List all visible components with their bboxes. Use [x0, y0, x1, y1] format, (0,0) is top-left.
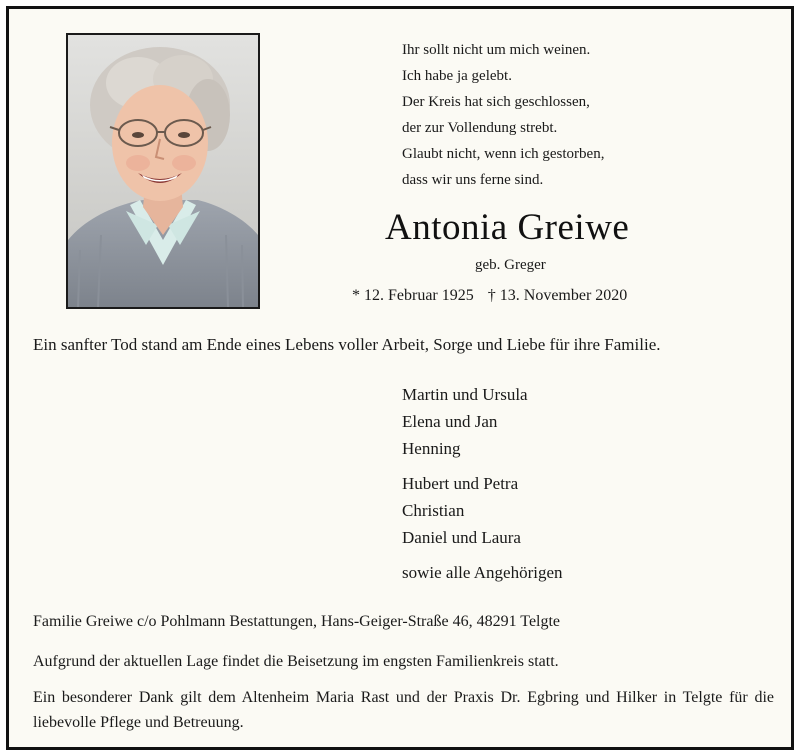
poem-line: dass wir uns ferne sind.: [402, 172, 544, 188]
thanks-note: Ein besonderer Dank gilt dem Altenheim Maria Rast und der Praxis Dr. Egbring und Hilker in Telgte für die liebevolle Pflege und Betreuung.: [33, 689, 774, 731]
maiden-name: geb. Greger: [475, 257, 546, 273]
intro-text: Ein sanfter Tod stand am Ende eines Lebens voller Arbeit, Sorge und Liebe für ihre Familie.: [33, 335, 661, 354]
mourner: Daniel und Laura: [402, 528, 521, 547]
mourner: Elena und Jan: [402, 412, 498, 431]
portrait-illustration: [68, 35, 258, 307]
contact-address: Familie Greiwe c/o Pohlmann Bestattungen, Hans-Geiger-Straße 46, 48291 Telgte: [33, 613, 561, 630]
death-date: † 13. November 2020: [487, 287, 628, 304]
poem-line: der zur Vollendung strebt.: [402, 120, 558, 136]
mourners-list: [402, 381, 563, 586]
mourner: Martin und Ursula: [402, 385, 528, 404]
mourners-closing: sowie alle Angehörigen: [402, 563, 563, 582]
birth-date: * 12. Februar 1925: [352, 287, 474, 304]
mourner: Hubert und Petra: [402, 474, 519, 493]
obituary-card: [6, 6, 794, 750]
poem-line: Ihr sollt nicht um mich weinen.: [402, 42, 591, 58]
deceased-name: Antonia Greiwe: [385, 207, 630, 248]
poem-line: Glaubt nicht, wenn ich gestorben,: [402, 146, 605, 162]
poem: [402, 37, 604, 193]
mourner: Christian: [402, 501, 465, 520]
burial-note: Aufgrund der aktuellen Lage findet die Beisetzung im engsten Familienkreis statt.: [33, 653, 559, 670]
life-dates: [352, 287, 637, 305]
poem-line: Ich habe ja gelebt.: [402, 68, 512, 84]
portrait-photo: [66, 33, 260, 309]
mourner: Henning: [402, 439, 461, 458]
poem-line: Der Kreis hat sich geschlossen,: [402, 94, 590, 110]
